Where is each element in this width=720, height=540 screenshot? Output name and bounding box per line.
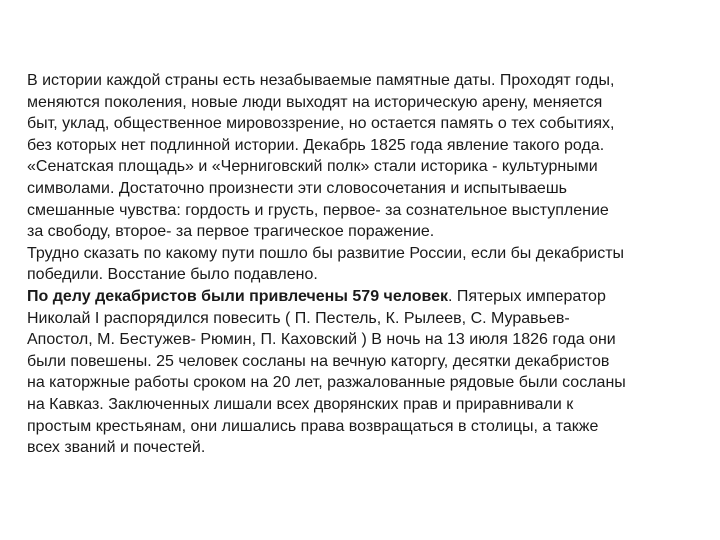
text-line: смешанные чувства: гордость и грусть, первое- за сознательное выступление (27, 201, 609, 219)
text-line: «Сенатская площадь» и «Черниговский полк» стали историка - культурными (27, 158, 598, 176)
text-line: были повешены. 25 человек сосланы на вечную каторгу, десятки декабристов (27, 352, 610, 370)
text-line: всех званий и почестей. (27, 439, 206, 457)
text-line: на каторжные работы сроком на 20 лет, разжалованные рядовые были сосланы (27, 374, 626, 392)
text-line: Апостол, М. Бестужев- Рюмин, П. Каховский ) В ночь на 13 июля 1826 года они (27, 331, 616, 349)
text-line: победили. Восстание было подавлено. (27, 266, 318, 284)
text-line: на Кавказ. Заключенных лишали всех дворянских прав и приравнивали к (27, 395, 574, 413)
text-block (27, 70, 707, 459)
text-line: Трудно сказать по какому пути пошло бы развитие России, если бы декабристы (27, 244, 625, 262)
text-line: Николай I распорядился повесить ( П. Пестель, К. Рылеев, С. Муравьев- (27, 309, 570, 327)
bold-lead: По делу декабристов были привлечены 579 человек (27, 287, 448, 305)
text-line (27, 286, 707, 308)
text-fragment: . Пятерых император (448, 287, 606, 305)
text-line: за свободу, второе- за первое трагическое поражение. (27, 223, 435, 241)
text-line: без которых нет подлинной истории. Декабрь 1825 года явление такого рода. (27, 136, 605, 154)
text-line: символами. Достаточно произнести эти словосочетания и испытываешь (27, 179, 567, 197)
text-line: быт, уклад, общественное мировоззрение, но остается память о тех событиях, (27, 115, 615, 133)
text-line: В истории каждой страны есть незабываемые памятные даты. Проходят годы, (27, 72, 615, 89)
text-line: меняются поколения, новые люди выходят на историческую арену, меняется (27, 93, 603, 111)
text-line: простым крестьянам, они лишались права возвращаться в столицы, а также (27, 417, 599, 435)
